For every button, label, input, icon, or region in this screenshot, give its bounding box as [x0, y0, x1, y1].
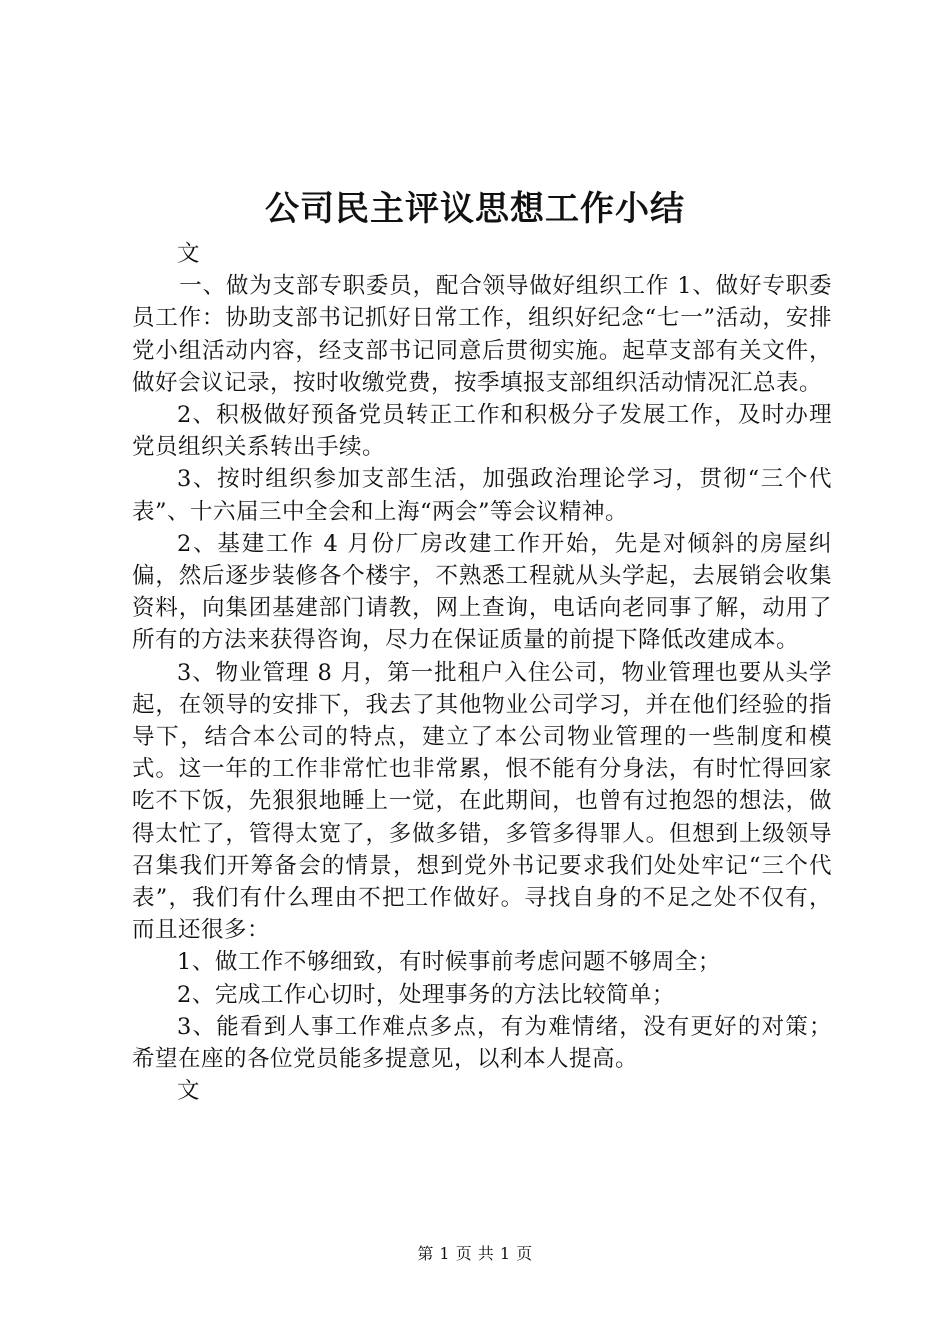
page-footer: 第 1 页 共 1 页 — [417, 1244, 533, 1263]
paragraph-shortcoming-3: 3、能看到人事工作难点多点，有为难情绪，没有更好的对策；希望在座的各位党员能多提意见，以利本人提高。 — [132, 1013, 832, 1073]
paragraph-organization-work: 一、做为支部专职委员，配合领导做好组织工作 1、做好专职委员工作：协助支部书记抓好日常工作，组织好纪念“七一”活动，安排党小组活动内容，经支部书记同意后贯彻实施。起草支部有关文件，做好会议记录，按时收缴党费，按季填报支部组织活动情况汇总表。 — [132, 273, 832, 396]
paragraph-header-mark: 文 — [177, 241, 201, 267]
paragraph-shortcoming-2: 2、完成工作心切时，处理事务的方法比较简单； — [177, 981, 675, 1008]
paragraph-branch-life: 3、按时组织参加支部生活，加强政治理论学习，贯彻“三个代表”、十六届三中全会和上海“两会”等会议精神。 — [132, 466, 832, 525]
paragraph-footer-mark: 文 — [177, 1078, 201, 1105]
paragraph-shortcoming-1: 1、做工作不够细致，有时候事前考虑问题不够周全； — [177, 949, 721, 976]
paragraph-property-management: 3、物业管理 8 月，第一批租户入住公司，物业管理也要从头学起，在领导的安排下，我去了其他物业公司学习，并在他们经验的指导下，结合本公司的特点，建立了本公司物业管理的一些制度和模式。这一年的工作非常忙也非常累，恨不能有分身法，有时忙得回家吃不下饭，先狠狠地睡上一觉，在此期间，也曾有过抱怨的想法，做得太忙了，管得太宽了，多做多错，多管多得罪人。但想到上级领导召集我们开筹备会的情景，想到党外书记要求我们处处牢记“三个代表”，我们有什么理由不把工作做好。寻找自身的不足之处不仅有，而且还很多： — [132, 659, 832, 944]
paragraph-member-development: 2、积极做好预备党员转正工作和积极分子发展工作，及时办理党员组织关系转出手续。 — [132, 402, 832, 461]
paragraph-construction-work: 2、基建工作 4 月份厂房改建工作开始，先是对倾斜的房屋纠偏，然后逐步装修各个楼宇，不熟悉工程就从头学起，去展销会收集资料，向集团基建部门请教，网上查询，电话向老同事了解，动用了所有的方法来获得咨询，尽力在保证质量的前提下降低改建成本。 — [132, 530, 832, 654]
document-body — [132, 238, 832, 1107]
document-title: 公司民主评议思想工作小结 — [265, 189, 685, 229]
